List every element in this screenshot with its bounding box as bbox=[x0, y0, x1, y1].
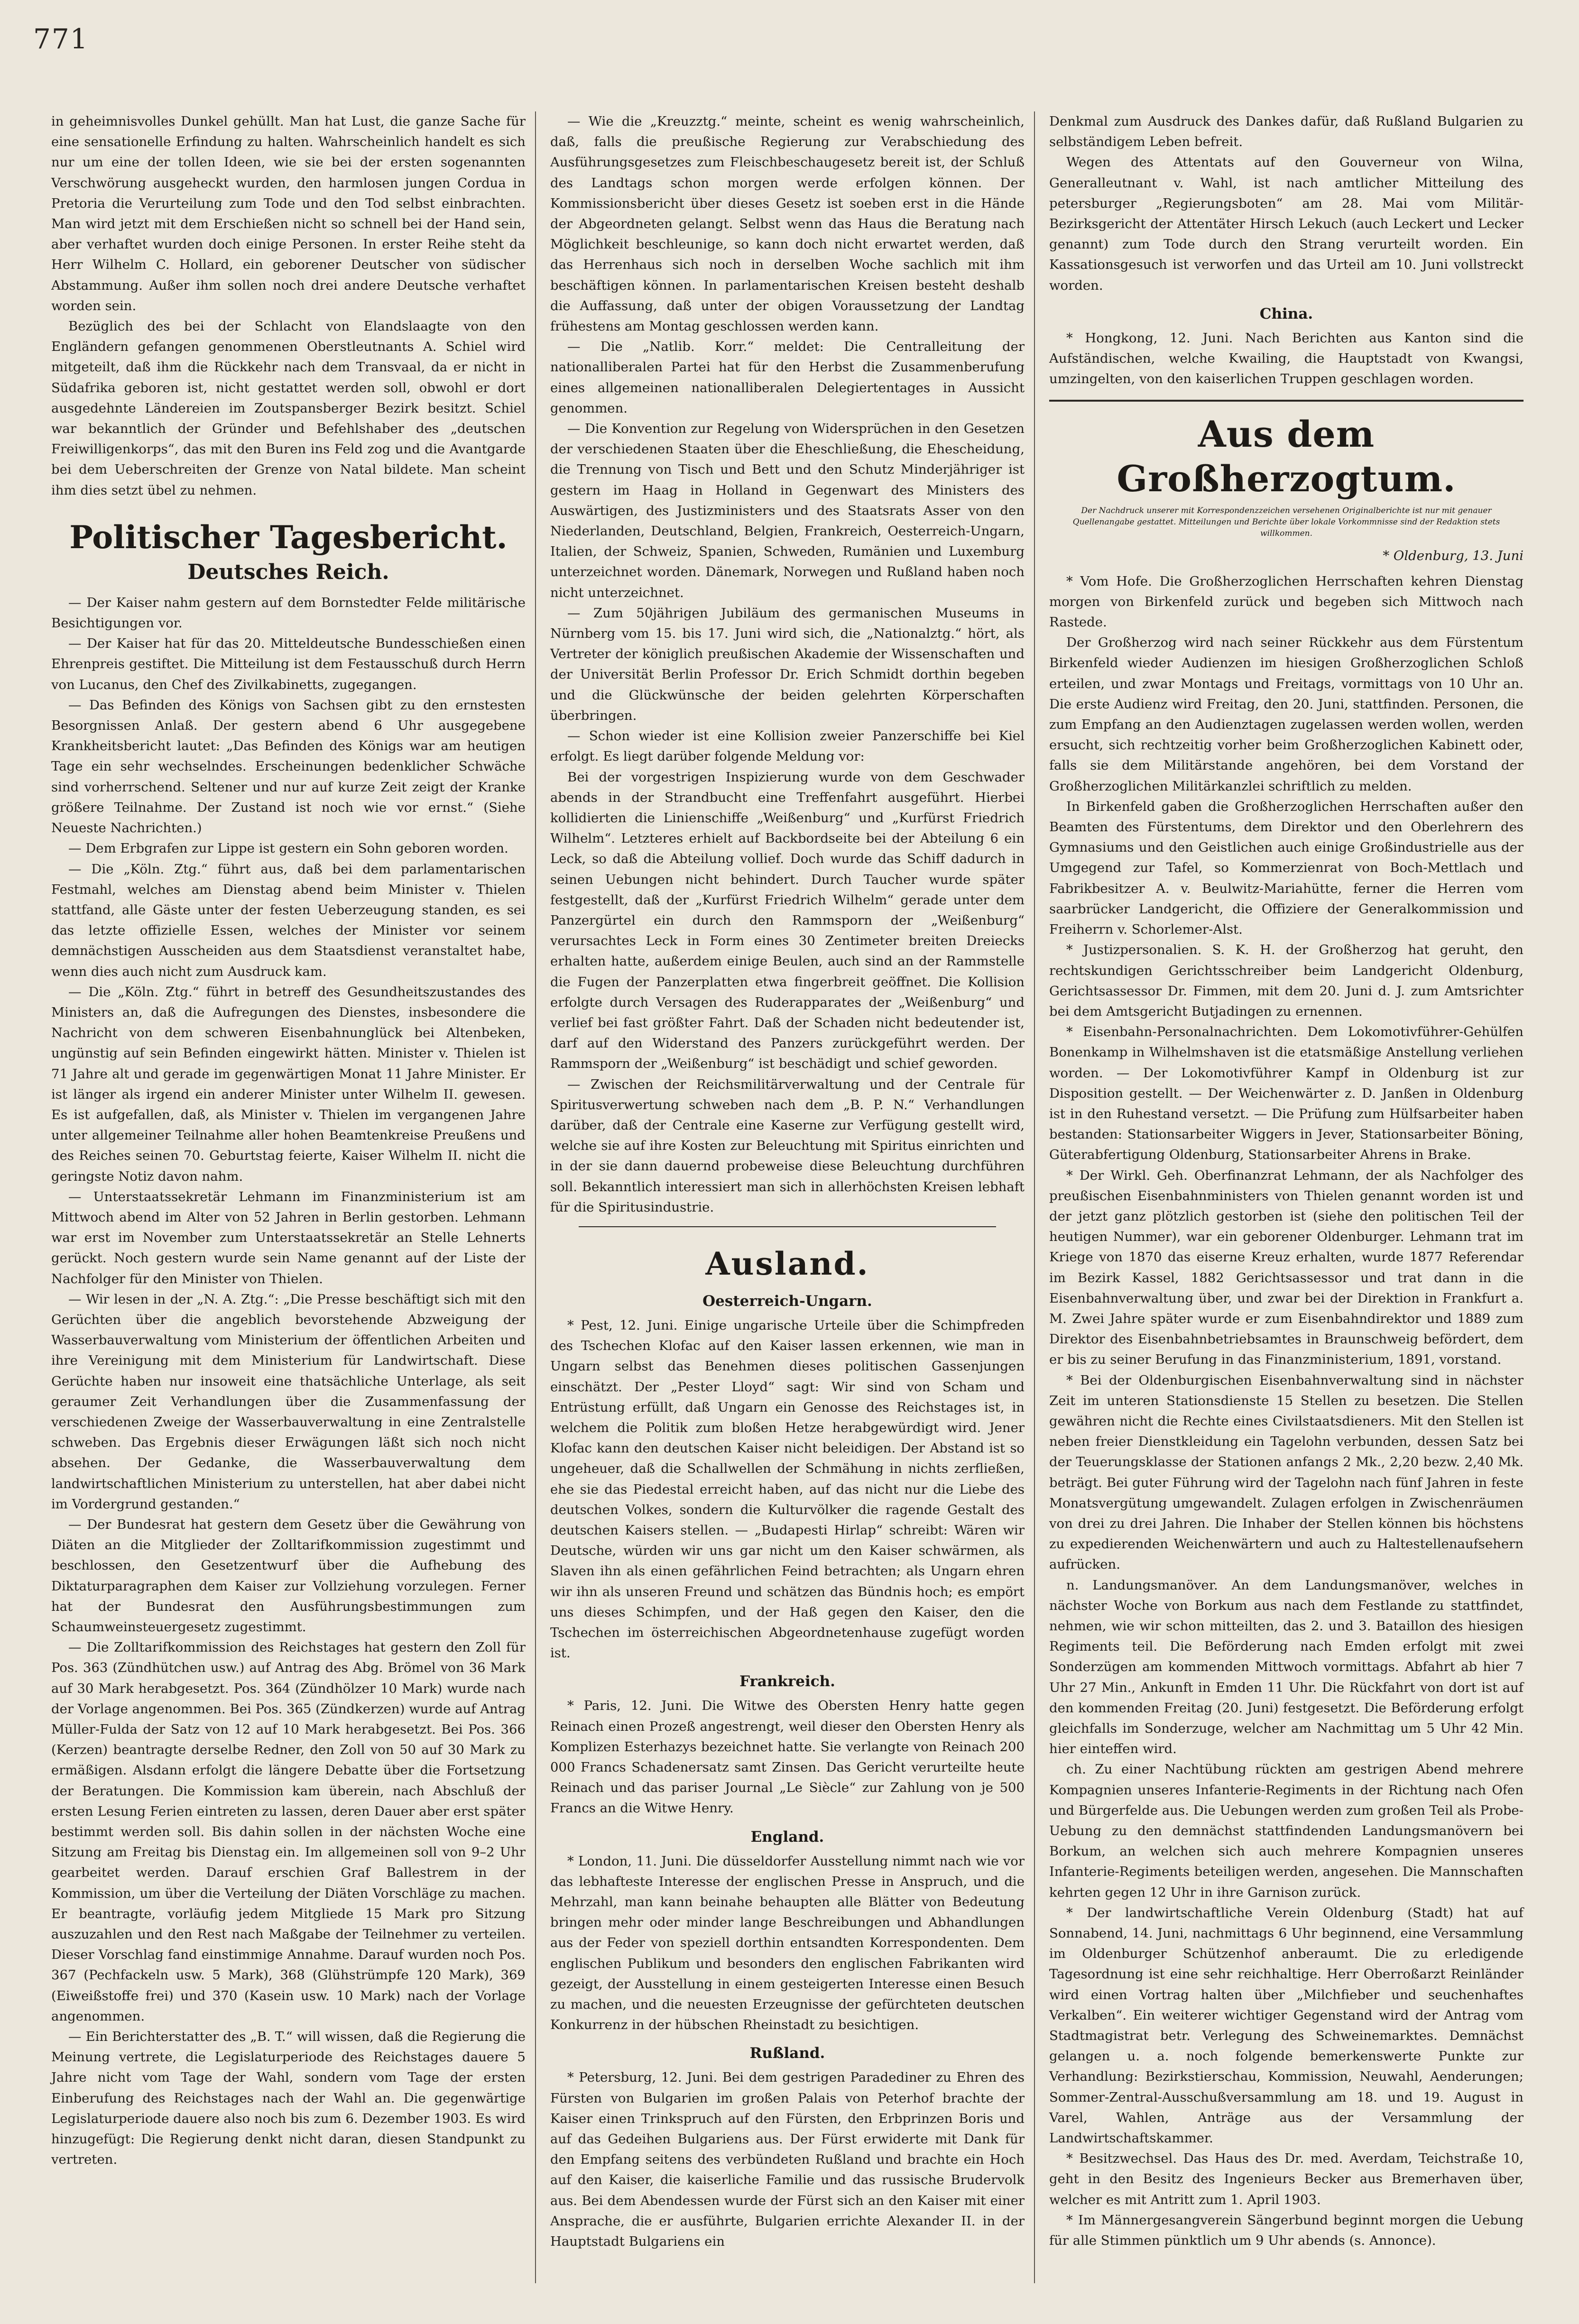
reprint-note: Der Nachdruck unserer mit Korrespondenzzeichen versehenen Originalberichte ist nur mit genauer Quellenangabe gestattet. Mitteilungen und Berichte über lokale Vorkommnisse sind der Redaktion stets willkommen. bbox=[1072, 506, 1500, 539]
section-title-politischer-tagesbericht: Politischer Tagesbericht. bbox=[69, 518, 508, 556]
column-divider bbox=[535, 111, 536, 2283]
article-paragraph: * Im Männergesangverein Sängerbund beginnt morgen die Uebung für alle Stimmen pünktlich um 9 Uhr abends (s. Annonce). bbox=[1049, 2212, 1524, 2249]
article-paragraph: * Eisenbahn-Personalnachrichten. Dem Lokomotivführer-Gehülfen Bonenkamp in Wilhelmshaven ist die etatsmäßige Anstellung verliehen worden. — Der Lokomotivführer Kampf in Oldenburg ist zur Disposition gestellt. — Der Weichenwärter z. D. Janßen in Oldenburg ist in den Ruhestand versetzt. — Die Prüfung zum Hülfsarbeiter haben bestanden: Stationsarbeiter Wiggers in Jever, Stationsarbeiter Böning, Güterabfertigung Oldenburg, Stationsarbeiter Ahrens in Brake. bbox=[1049, 1024, 1524, 1163]
column-2 bbox=[550, 111, 1025, 2252]
article-paragraph: — Die „Natlib. Korr.“ meldet: Die Centralleitung der nationalliberalen Partei hat für den Herbst die Zusammenberufung eines allgemeinen nationalliberalen Delegiertentages in Aussicht genommen. bbox=[550, 339, 1025, 416]
article-paragraph: * Besitzwechsel. Das Haus des Dr. med. Averdam, Teichstraße 10, geht in den Besitz des Ingenieurs Becker aus Bremerhaven über, welcher es mit Antritt zum 1. April 1903. bbox=[1049, 2151, 1524, 2207]
article-paragraph: Bei der vorgestrigen Inspizierung wurde von dem Geschwader abends in der Strandbucht eine Treffenfahrt ausgeführt. Hierbei kollidierten die Linienschiffe „Weißenburg“ und „Kurfürst Friedrich Wilhelm“. Letzteres erhielt auf Backbordseite bei der Abteilung 6 ein Leck, so daß die Abteilung vollief. Doch wurde das Schiff dadurch in seinen Uebungen nicht behindert. Durch Taucher wurde später festgestellt, daß der „Kurfürst Friedrich Wilhelm“ gerade unter dem Panzergürtel ein durch den Rammsporn der „Weißenburg“ verursachtes Leck in Form eines 30 Zentimeter breiten Dreiecks erhalten hatte, außerdem einige Beulen, auch sind an der Rammstelle die Fugen der Panzerplatten etwa fingerbreit geöffnet. Die Kollision erfolgte durch Versagen des Ruderapparates der „Weißenburg“ und verlief bei fast größter Fahrt. Daß der Schaden nicht bedeutender ist, darf auf den Widerstand des Panzers zurückgeführt werden. Der Rammsporn der „Weißenburg“ ist beschädigt und schief geworden. bbox=[550, 769, 1025, 1072]
article-paragraph: * Justizpersonalien. S. K. H. der Großherzog hat geruht, den rechtskundigen Gerichtsschreiber beim Landgericht Oldenburg, Gerichtsassessor Dr. Fimmen, mit dem 20. Juni d. J. zum Amtsrichter bei dem Amtsgericht Butjadingen zu ernennen. bbox=[1049, 942, 1524, 1019]
article-paragraph: — Wir lesen in der „N. A. Ztg.“: „Die Presse beschäftigt sich mit den Gerüchten über die angeblich bevorstehende Abzweigung der Wasserbauverwaltung vom Ministerium der öffentlichen Arbeiten und ihre Vereinigung mit dem Ministerium für Landwirtschaft. Diese Gerüchte haben nur insoweit eine thatsächliche Unterlage, als seit geraumer Zeit Verhandlungen über die Zusammenfassung der verschiedenen Zweige der Wasserbauverwaltung in eine Zentralstelle schweben. Das Ergebnis dieser Erwägungen läßt sich noch nicht absehen. Der Gedanke, die Wasserbauverwaltung dem landwirtschaftlichen Ministerium zu unterstellen, hat aber dabei nicht im Vordergrund gestanden.“ bbox=[51, 1291, 526, 1512]
subsection-title-england: England. bbox=[750, 1828, 824, 1846]
article-paragraph: * Vom Hofe. Die Großherzoglichen Herrschaften kehren Dienstag morgen von Birkenfeld zurück und begeben sich Mittwoch nach Rastede. bbox=[1049, 573, 1524, 630]
article-paragraph: — Die „Köln. Ztg.“ führt aus, daß bei dem parlamentarischen Festmahl, welches am Dienstag abend beim Minister v. Thielen stattfand, alle Gäste unter der festen Ueberzeugung standen, es sei das letzte offizielle Essen, welches der Minister vor seinem demnächstigen Ausscheiden aus dem Staatsdienst veranstaltet habe, wenn dies auch nicht zum Ausdruck kam. bbox=[51, 861, 526, 979]
article-paragraph: — Das Befinden des Königs von Sachsen gibt zu den ernstesten Besorgnissen Anlaß. Der gestern abend 6 Uhr ausgegebene Krankheitsbericht lautet: „Das Befinden des Königs war am heutigen Tage ein sehr wechselndes. Erscheinungen bedenklicher Schwäche sind vorherrschend. Seltener und nur auf kurze Zeit zeigt der Kranke größere Teilnahme. Der Zustand ist noch wie vor ernst.“ (Siehe Neueste Nachrichten.) bbox=[51, 697, 526, 836]
article-paragraph: — Der Kaiser hat für das 20. Mitteldeutsche Bundesschießen einen Ehrenpreis gestiftet. Die Mitteilung ist dem Festausschuß durch Herrn von Lucanus, den Chef des Zivilkabinetts, zugegangen. bbox=[51, 636, 526, 692]
article-paragraph: In Birkenfeld gaben die Großherzoglichen Herrschaften außer den Beamten des Fürstentums, dem Direktor und den Oberlehrern des Gymnasiums und den Geistlichen auch einige Großindustrielle aus der Umgegend zur Tafel, so Kommerzienrat von Boch-Mettlach und Fabrikbesitzer A. v. Beulwitz-Mariahütte, ferner die Herren vom saarbrücker Landgericht, die Offiziere der Generalkommission und Freiherrn v. Schorlemer-Alst. bbox=[1049, 799, 1524, 937]
column-1 bbox=[51, 111, 526, 2170]
column-divider bbox=[1034, 111, 1035, 2283]
article-paragraph: — Unterstaatssekretär Lehmann im Finanzministerium ist am Mittwoch abend im Alter von 52 Jahren in Berlin gestorben. Lehmann war erst im November zum Unterstaatssekretär an Stelle Lehnerts gerückt. Noch gestern wurde sein Name genannt auf der Liste der Nachfolger für den Minister von Thielen. bbox=[51, 1189, 526, 1286]
page-number: 771 bbox=[33, 23, 89, 55]
article-paragraph: — Dem Erbgrafen zur Lippe ist gestern ein Sohn geboren worden. bbox=[68, 841, 508, 856]
article-paragraph: — Der Kaiser nahm gestern auf dem Bornstedter Felde militärische Besichtigungen vor. bbox=[51, 595, 526, 631]
dateline: * Oldenburg, 13. Juni bbox=[1383, 548, 1524, 564]
divider bbox=[1049, 400, 1524, 402]
article-paragraph: Denkmal zum Ausdruck des Dankes dafür, daß Rußland Bulgarien zu selbständigem Leben befreit. bbox=[1049, 114, 1524, 150]
section-title-aus-dem-grossherzogtum: Aus dem Großherzogtum. bbox=[1117, 413, 1456, 500]
article-paragraph: — Ein Berichterstatter des „B. T.“ will wissen, daß die Regierung die Meinung vertrete, die Legislaturperiode des Reichstages dauere 5 Jahre nicht vom Tage der Wahl, sondern vom Tage der ersten Einberufung des Reichstages nach der Wahl an. Die gegenwärtige Legislaturperiode dauere also noch bis zum 6. Dezember 1903. Es wird hinzugefügt: Die Regierung denkt nicht daran, diesen Standpunkt zu vertreten. bbox=[51, 2029, 526, 2168]
article-paragraph: * Der landwirtschaftliche Verein Oldenburg (Stadt) hat auf Sonnabend, 14. Juni, nachmittags 6 Uhr beginnend, eine Versammlung im Oldenburger Schützenhof anberaumt. Die zu erledigende Tagesordnung ist eine sehr reichhaltige. Herr Oberroßarzt Reinländer wird einen Vortrag halten über „Milchfieber und seuchenhaftes Verkalben“. Ein weiterer wichtiger Gegenstand wird der Antrag vom Stadtmagistrat betr. Verlegung des Schweinemarktes. Demnächst gelangen u. a. noch folgende bemerkenswerte Punkte zur Verhandlung: Bezirkstierschau, Kommission, Neuwahl, Aenderungen; Sommer-Zentral-Ausschußversammlung am 18. und 19. August in Varel, Wahlen, Anträge aus der Versammlung der Landwirtschaftskammer. bbox=[1049, 1905, 1524, 2146]
subsection-title-china: China. bbox=[1259, 305, 1313, 322]
article-paragraph: n. Landungsmanöver. An dem Landungsmanöver, welches in nächster Woche von Borkum aus nach dem Festlande zu stattfindet, nehmen, wie wir schon mitteilten, das 2. und 3. Bataillon des hiesigen Regiments teil. Die Beförderung nach Emden erfolgt mit zwei Sonderzügen am kommenden Mittwoch vormittags. Abfahrt ab hier 7 Uhr 27 Min., Ankunft in Emden 11 Uhr. Die Rückfahrt von dort ist auf den kommenden Freitag (20. Juni) festgesetzt. Die Beförderung erfolgt gleichfalls im Sonderzuge, welcher am Nachmittag um 5 Uhr 42 Min. hier einteffen wird. bbox=[1049, 1577, 1524, 1757]
subsection-title-frankreich: Frankreich. bbox=[739, 1673, 835, 1690]
divider bbox=[579, 1226, 996, 1227]
subsection-title-oesterreich-ungarn: Oesterreich-Ungarn. bbox=[702, 1292, 872, 1310]
article-paragraph: — Zum 50jährigen Jubiläum des germanischen Museums in Nürnberg vom 15. bis 17. Juni wird sich, die „Nationalztg.“ hört, als Vertreter der königlich preußischen Akademie der Wissenschaften und der Universität Berlin Professor Dr. Erich Schmidt dorthin begeben und die Glückwünsche der beiden gelehrten Körperschaften überbringen. bbox=[550, 605, 1025, 723]
article-paragraph: — Wie die „Kreuzztg.“ meinte, scheint es wenig wahrscheinlich, daß, falls die preußische Regierung zur Verabschiedung des Ausführungsgesetzes zum Fleischbeschaugesetz bereit ist, der Schluß des Landtags schon morgen werde erfolgen können. Der Kommissionsbericht über dieses Gesetz ist soeben erst in die Hände der Abgeordneten gelangt. Selbst wenn das Haus die Beratung nach Möglichkeit beschleunige, so kann doch nicht erwartet werden, daß das Herrenhaus sich noch in derselben Woche sachlich mit ihm beschäftigen können. In parlamentarischen Kreisen besteht deshalb die Auffassung, daß unter der obigen Voraussetzung der Landtag frühestens am Montag geschlossen werden kann. bbox=[550, 114, 1025, 334]
article-paragraph: Der Großherzog wird nach seiner Rückkehr aus dem Fürstentum Birkenfeld wieder Audienzen im hiesigen Großherzoglichen Schloß erteilen, und zwar Montags und Freitags, vormittags von 10 Uhr an. Die erste Audienz wird Freitag, den 20. Juni, stattfinden. Personen, die zum Empfang an den Audienztagen zugelassen werden wollen, werden ersucht, sich rechtzeitig vorher beim Großherzoglichen Kabinett oder, falls sie dem Militärstande angehören, bei dem Vorstand der Großherzoglichen Militärkanzlei schriftlich zu melden. bbox=[1049, 635, 1524, 794]
article-paragraph: * Pest, 12. Juni. Einige ungarische Urteile über die Schimpfreden des Tschechen Klofac auf den Kaiser lassen erkennen, wie man in Ungarn selbst das Benehmen dieses politischen Gassenjungen einschätzt. Der „Pester Lloyd“ sagt: Wir sind von Scham und Entrüstung erfüllt, daß Ungarn ein Genosse des Reichstages ist, in welchem die Politik zum bloßen Hetze herabgewürdigt wird. Jener Klofac kann den deutschen Kaiser nicht beleidigen. Der Abstand ist so ungeheuer, daß die Schallwellen der Schmähung in nichts zerfließen, ehe sie das Piedestal erreicht haben, auf das nicht nur die Liebe des deutschen Volkes, sondern die Kulturvölker die ragende Gestalt des deutschen Kaisers stellen. — „Budapesti Hirlap“ schreibt: Wären wir Deutsche, würden wir uns gar nicht um den Kaiser schwärmen, als Slaven ihn als einen gefährlichen Feind betrachten; als Ungarn ehren wir ihn als unseren Freund und schätzen das Bündnis hoch; es empört uns dieses Schimpfen, und der Haß gegen den Kaiser, den die Tschechen im österreichischen Abgeordnetenhause zugefügt worden ist. bbox=[550, 1317, 1025, 1661]
article-paragraph: * Petersburg, 12. Juni. Bei dem gestrigen Paradediner zu Ehren des Fürsten von Bulgarien im großen Palais von Peterhof brachte der Kaiser einen Trinkspruch auf den Fürsten, den Erbprinzen Boris und auf das Gedeihen Bulgariens aus. Der Fürst erwiderte mit Dank für den Empfang seitens des verbündeten Rußland und brachte ein Hoch auf den Kaiser, die kaiserliche Familie und das russische Brudervolk aus. Bei dem Abendessen wurde der Fürst sich an den Kaiser mit einer Ansprache, die er ausführte, Bulgarien errichte Alexander II. in der Hauptstadt Bulgariens ein bbox=[550, 2070, 1025, 2250]
column-3 bbox=[1049, 111, 1524, 2251]
article-paragraph: * Bei der Oldenburgischen Eisenbahnverwaltung sind in nächster Zeit im unteren Stationsdienste 15 Stellen zu besetzen. Die Stellen gewähren nicht die Rechte eines Civilstaatsdieners. Mit den Stellen ist neben freier Dienstkleidung ein Tagelohn verbunden, dessen Satz bei der Teuerungsklasse der Stationen anfangs 2 Mk., 2,20 bezw. 2,40 Mk. beträgt. Bei guter Führung wird der Tagelohn nach fünf Jahren in feste Monatsvergütung umgewandelt. Zulagen erfolgen in Zwischenräumen von drei zu drei Jahren. Die Inhaber der Stellen können bis höchstens zu expedierenden Weichenwärtern und auch zu Haltestellenaufsehern aufrücken. bbox=[1049, 1372, 1524, 1572]
article-paragraph: — Die Zolltarifkommission des Reichstages hat gestern den Zoll für Pos. 363 (Zündhütchen usw.) auf Antrag des Abg. Brömel von 36 Mark auf 30 Mark herabgesetzt. Pos. 364 (Zündhölzer 10 Mark) wurde nach der Vorlage angenommen. Bei Pos. 365 (Zündkerzen) wurde auf Antrag Müller-Fulda der Satz von 12 auf 10 Mark herabgesetzt. Bei Pos. 366 (Kerzen) beantragte derselbe Redner, den Zoll von 50 auf 30 Mark zu ermäßigen. Alsdann erfolgt die längere Debatte über die Fortsetzung der Beratungen. Die Kommission kam überein, nach Abschluß der ersten Lesung Ferien eintreten zu lassen, deren Dauer aber erst später bestimmt werden soll. Bis dahin sollen in der nächsten Woche eine Sitzung am Freitag bis Dienstag ein. Im allgemeinen soll von 9–2 Uhr gearbeitet werden. Darauf erschien Graf Ballestrem in der Kommission, um über die Verteilung der Diäten Vorschläge zu machen. Er beantragte, vorläufig jedem Mitgliede 15 Mark pro Sitzung auszuzahlen und den Rest nach Maßgabe der Teilnehmer zu verteilen. Dieser Vorschlag fand einstimmige Annahme. Darauf wurden noch Pos. 367 (Pechfackeln usw. 5 Mark), 368 (Glühstrümpfe 120 Mark), 369 (Eiweißstoffe frei) und 370 (Kasein usw. 10 Mark) nach der Vorlage angenommen. bbox=[51, 1640, 526, 2024]
article-paragraph: — Schon wieder ist eine Kollision zweier Panzerschiffe bei Kiel erfolgt. Es liegt darüber folgende Meldung vor: bbox=[550, 728, 1025, 764]
article-paragraph: * London, 11. Juni. Die düsseldorfer Ausstellung nimmt nach wie vor das lebhafteste Interesse der englischen Presse in Anspruch, und die Mehrzahl, man kann beinahe behaupten alle Blätter von Bedeutung bringen mehr oder minder lange Beschreibungen und Abhandlungen aus der Feder von speziell dorthin entsandten Korrespondenten. Dem englischen Publikum und besonders den englischen Fabrikanten wird gezeigt, der Ausstellung in einem gesteigerten Interesse einen Besuch zu machen, und die neuesten Erzeugnisse der gefürchteten deutschen Konkurrenz in der hübschen Rheinstadt zu besichtigen. bbox=[550, 1853, 1025, 2033]
article-paragraph: — Die „Köln. Ztg.“ führt in betreff des Gesundheitszustandes des Ministers an, daß die Aufregungen des Dienstes, insbesondere die Nachricht von dem schweren Eisenbahnunglück bei Altenbeken, ungünstig auf sein Befinden eingewirkt hätten. Minister v. Thielen ist 71 Jahre alt und gerade im gegenwärtigen Monat 11 Jahre Minister. Er ist länger als irgend ein anderer Minister unter Wilhelm II. gewesen. Es ist aufgefallen, daß, als Minister v. Thielen im vergangenen Jahre unter allgemeiner Teilnahme aller hohen Beamtenkreise Preußens und des Reiches seinen 70. Geburtstag feierte, Kaiser Wilhelm II. nicht die geringste Notiz davon nahm. bbox=[51, 984, 526, 1184]
article-paragraph: * Der Wirkl. Geh. Oberfinanzrat Lehmann, der als Nachfolger des preußischen Eisenbahnministers von Thielen genannt worden ist und der jetzt ganz plötzlich gestorben ist (siehe den politischen Teil der heutigen Nummer), war ein geborener Oldenburger. Lehmann trat im Kriege von 1870 das eiserne Kreuz erhalten, wurde 1877 Referendar im Bezirk Kassel, 1882 Gerichtsassessor und trat dann in die Eisenbahnverwaltung über, und zwar bei der Direktion in Frankfurt a. M. Zwei Jahre später wurde er zum Eisenbahndirektor und 1889 zum Direktor des Eisenbahnbetriebsamtes in Braunschweig befördert, dem er bis zu seiner Berufung in das Finanzministerium, 1891, vorstand. bbox=[1049, 1167, 1524, 1368]
section-title-ausland: Ausland. bbox=[705, 1245, 869, 1282]
article-paragraph: — Zwischen der Reichsmilitärverwaltung und der Centrale für Spiritusverwertung schweben nach dem „B. P. N.“ Verhandlungen darüber, daß der Centrale eine Kaserne zur Verfügung gestellt wird, welche sie auf ihre Kosten zur Beleuchtung mit Spiritus einrichten und in der sie dann dauernd probeweise diese Beleuchtung durchführen soll. Bekanntlich interessiert man sich in allerhöchsten Kreisen lebhaft für die Spiritusindustrie. bbox=[550, 1076, 1025, 1215]
subsection-title-russland: Rußland. bbox=[749, 2045, 825, 2062]
article-paragraph: * Hongkong, 12. Juni. Nach Berichten aus Kanton sind die Aufständischen, welche Kwailing, die Hauptstadt von Kwangsi, umzingelten, von den kaiserlichen Truppen geschlagen worden. bbox=[1049, 330, 1524, 387]
article-paragraph: — Der Bundesrat hat gestern dem Gesetz über die Gewährung von Diäten an die Mitglieder der Zolltarifkommission zugestimmt und beschlossen, den Gesetzentwurf über die Aufhebung des Diktaturparagraphen dem Kaiser zur Vollziehung vorzulegen. Ferner hat der Bundesrat den Ausführungsbestimmungen zum Schaumweinsteuergesetz zugestimmt. bbox=[51, 1517, 526, 1635]
subsection-title-deutsches-reich: Deutsches Reich. bbox=[187, 560, 389, 584]
article-paragraph: * Paris, 12. Juni. Die Witwe des Obersten Henry hatte gegen Reinach einen Prozeß angestrengt, weil dieser den Obersten Henry als Komplizen Esterhazys bezeichnet hatte. Sie verlangte von Reinach 200 000 Francs Schadenersatz samt Zinsen. Das Gericht verurteilte heute Reinach und das pariser Journal „Le Siècle“ zur Zahlung von je 500 Francs an die Witwe Henry. bbox=[550, 1698, 1025, 1816]
article-paragraph: in geheimnisvolles Dunkel gehüllt. Man hat Lust, die ganze Sache für eine sensationelle Erfindung zu halten. Wahrscheinlich handelt es sich nur um eine der tollen Ideen, wie sie bei der ersten sogenannten Verschwörung ausgeheckt wurden, den harmlosen jungen Cordua in Pretoria die Verurteilung zum Tode und den Tod selbst einbrachten. Man wird jetzt mit dem Erschießen nicht so schnell bei der Hand sein, aber verhaftet wurden doch einige Personen. In erster Reihe steht da Herr Wilhelm C. Hollard, ein geborener Deutscher von südischer Abstammung. Außer ihm sollen noch drei andere Deutsche verhaftet worden sein. bbox=[51, 114, 526, 313]
article-paragraph: Wegen des Attentats auf den Gouverneur von Wilna, Generalleutnant v. Wahl, ist nach amtlicher Mitteilung des petersburger „Regierungsboten“ am 28. Mai vom Militär-Bezirksgericht der Attentäter Hirsch Lekuch (auch Leckert und Lecker genannt) zum Tode durch den Strang verurteilt worden. Ein Kassationsgesuch ist verworfen und das Urteil am 10. Juni vollstreckt worden. bbox=[1049, 155, 1524, 293]
article-paragraph: — Die Konvention zur Regelung von Widersprüchen in den Gesetzen der verschiedenen Staaten über die Eheschließung, die Ehescheidung, die Trennung von Tisch und Bett und den Schutz Minderjähriger ist gestern im Haag in Holland in Gegenwart des Ministers des Auswärtigen, des Justizministers und des Staatsrats Asser von den Niederlanden, Deutschland, Belgien, Frankreich, Oesterreich-Ungarn, Italien, der Schweiz, Spanien, Schweden, Rumänien und Luxemburg unterzeichnet worden. Dänemark, Norwegen und Rußland haben noch nicht unterzeichnet. bbox=[550, 421, 1025, 600]
article-paragraph: ch. Zu einer Nachtübung rückten am gestrigen Abend mehrere Kompagnien unseres Infanterie-Regiments in der Richtung nach Ofen und Bürgerfelde aus. Die Uebungen werden zum großen Teil als Probe-Uebung zu den demnächst stattfindenden Landungsmanövern bei Borkum, an welchen sich auch mehrere Kompagnien unseres Infanterie-Regiments beteiligen werden, angesehen. Die Mannschaften kehrten gegen 12 Uhr in ihre Garnison zurück. bbox=[1049, 1762, 1524, 1900]
article-paragraph: Bezüglich des bei der Schlacht von Elandslaagte von den Engländern gefangen genommenen Oberstleutnants A. Schiel wird mitgeteilt, daß ihm die Rückkehr nach dem Transvaal, da er nicht in Südafrika geboren ist, nicht gestattet werden soll, obwohl er dort ausgedehnte Ländereien im Zoutspansberger Bezirk besitzt. Schiel war bekanntlich der Gründer und Befehlshaber des „deutschen Freiwilligenkorps“, das mit den Buren ins Feld zog und die Avantgarde bei dem Ueberschreiten der Grenze von Natal bildete. Man scheint ihm dies setzt übel zu nehmen. bbox=[51, 319, 526, 498]
